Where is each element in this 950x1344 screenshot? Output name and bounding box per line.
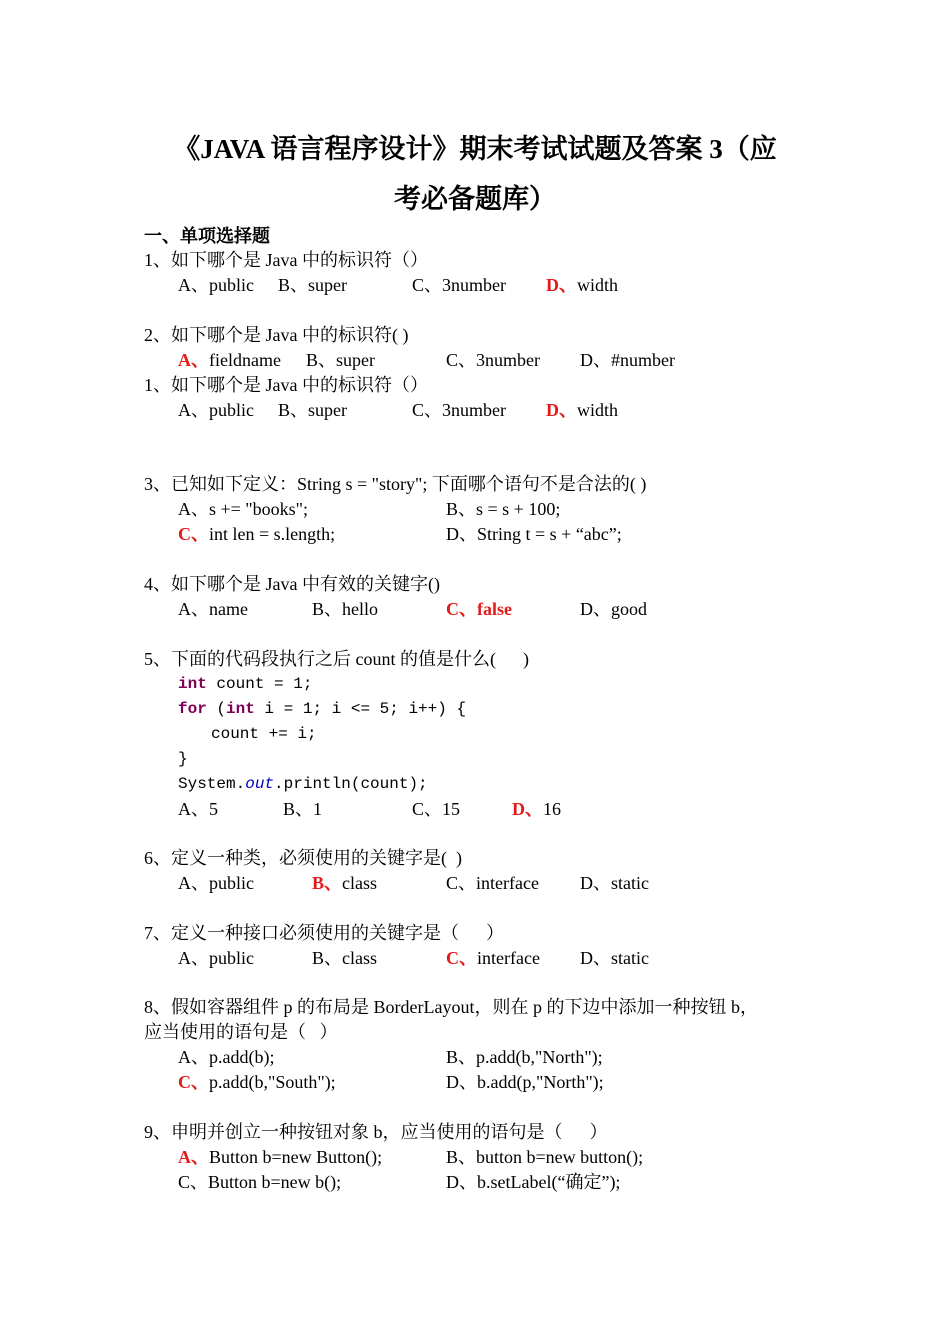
q9-option-d: D、b.setLabel(“确定”); <box>446 1172 621 1192</box>
q3-option-d: D、String t = s + “abc”; <box>446 524 622 544</box>
answer-mark: D、 <box>546 400 577 420</box>
code-keyword: for <box>178 700 207 718</box>
q9-option-b: B、button b=new button(); <box>446 1147 644 1167</box>
q1-repeat-option-c: C、3number <box>412 400 506 420</box>
answer-mark: D、 <box>512 799 543 819</box>
answer-mark: A、 <box>178 350 209 370</box>
q8-option-a: A、p.add(b); <box>178 1047 275 1067</box>
q7-option-a: A、public <box>178 948 254 968</box>
q3-option-b: B、s = s + 100; <box>446 499 561 519</box>
q2-option-d: D、#number <box>580 350 675 370</box>
question-7-text: 7、定义一种接口必须使用的关键字是（ ） <box>144 923 504 943</box>
q1-option-a: A、public <box>178 275 254 295</box>
q8-option-c: C、p.add(b,"South"); <box>178 1072 336 1092</box>
q5-option-a: A、5 <box>178 799 218 819</box>
page-title-line-1: 《JAVA 语言程序设计》期末考试试题及答案 3（应 <box>173 134 777 164</box>
question-8-text-line-1: 8、假如容器组件 p 的布局是 BorderLayout，则在 p 的下边中添加一种按钮 b， <box>144 997 758 1017</box>
code-keyword: int <box>178 675 207 693</box>
answer-mark: C、 <box>178 1072 209 1092</box>
code-line-5: System.out.println(count); <box>178 775 428 793</box>
q1-option-c: C、3number <box>412 275 506 295</box>
answer-mark: D、 <box>546 275 577 295</box>
answer-mark: B、 <box>312 873 343 893</box>
q7-option-c: C、interface <box>446 948 540 968</box>
q5-option-c: C、15 <box>412 799 461 819</box>
question-1-repeat-text: 1、如下哪个是 Java 中的标识符（） <box>144 375 428 395</box>
question-6-text: 6、定义一种类，必须使用的关键字是( ) <box>144 848 462 868</box>
q1-option-d: D、width <box>546 275 619 295</box>
q6-option-a: A、public <box>178 873 254 893</box>
q1-repeat-option-b: B、super <box>278 400 347 420</box>
q1-repeat-option-d: D、width <box>546 400 619 420</box>
code-field: out <box>245 775 275 793</box>
question-2-text: 2、如下哪个是 Java 中的标识符( ) <box>144 325 409 345</box>
q8-option-b: B、p.add(b,"North"); <box>446 1047 603 1067</box>
q1-repeat-option-a: A、public <box>178 400 254 420</box>
code-line-3: count += i; <box>211 725 317 743</box>
q7-option-d: D、static <box>580 948 649 968</box>
q3-option-a: A、s += "books"; <box>178 499 309 519</box>
q2-option-a: A、fieldname <box>178 350 281 370</box>
question-1-text: 1、如下哪个是 Java 中的标识符（） <box>144 250 428 270</box>
q6-option-d: D、static <box>580 873 649 893</box>
code-line-2: for (int i = 1; i <= 5; i++) { <box>178 700 467 718</box>
q9-option-c: C、Button b=new b(); <box>178 1172 342 1192</box>
code-keyword: int <box>226 700 255 718</box>
q5-option-d: D、16 <box>512 799 561 819</box>
q4-option-d: D、good <box>580 599 647 619</box>
q7-option-b: B、class <box>312 948 377 968</box>
answer-mark: A、 <box>178 1147 209 1167</box>
question-9-text: 9、申明并创立一种按钮对象 b，应当使用的语句是（ ） <box>144 1122 608 1142</box>
q5-option-b: B、1 <box>283 799 323 819</box>
q2-option-b: B、super <box>306 350 375 370</box>
q4-option-c: C、false <box>446 599 512 619</box>
code-line-1: int count = 1; <box>178 675 313 693</box>
q4-option-b: B、hello <box>312 599 378 619</box>
answer-mark: C、 <box>446 948 477 968</box>
answer-mark: C、 <box>178 524 209 544</box>
q6-option-b: B、class <box>312 873 378 893</box>
q1-option-b: B、super <box>278 275 347 295</box>
q4-option-a: A、name <box>178 599 248 619</box>
section-heading: 一、单项选择题 <box>144 226 270 246</box>
q6-option-c: C、interface <box>446 873 539 893</box>
q9-option-a: A、Button b=new Button(); <box>178 1147 383 1167</box>
question-8-text-line-2: 应当使用的语句是（ ） <box>144 1022 338 1042</box>
page-title-line-2: 考必备题库） <box>394 184 556 214</box>
code-line-4: } <box>178 750 188 768</box>
question-3-text: 3、已知如下定义：String s = "story"; 下面哪个语句不是合法的( ) <box>144 474 647 494</box>
q8-option-d: D、b.add(p,"North"); <box>446 1072 604 1092</box>
q2-option-c: C、3number <box>446 350 540 370</box>
question-4-text: 4、如下哪个是 Java 中有效的关键字() <box>144 574 440 594</box>
q3-option-c: C、int len = s.length; <box>178 524 336 544</box>
question-5-text: 5、下面的代码段执行之后 count 的值是什么( ) <box>144 649 529 669</box>
